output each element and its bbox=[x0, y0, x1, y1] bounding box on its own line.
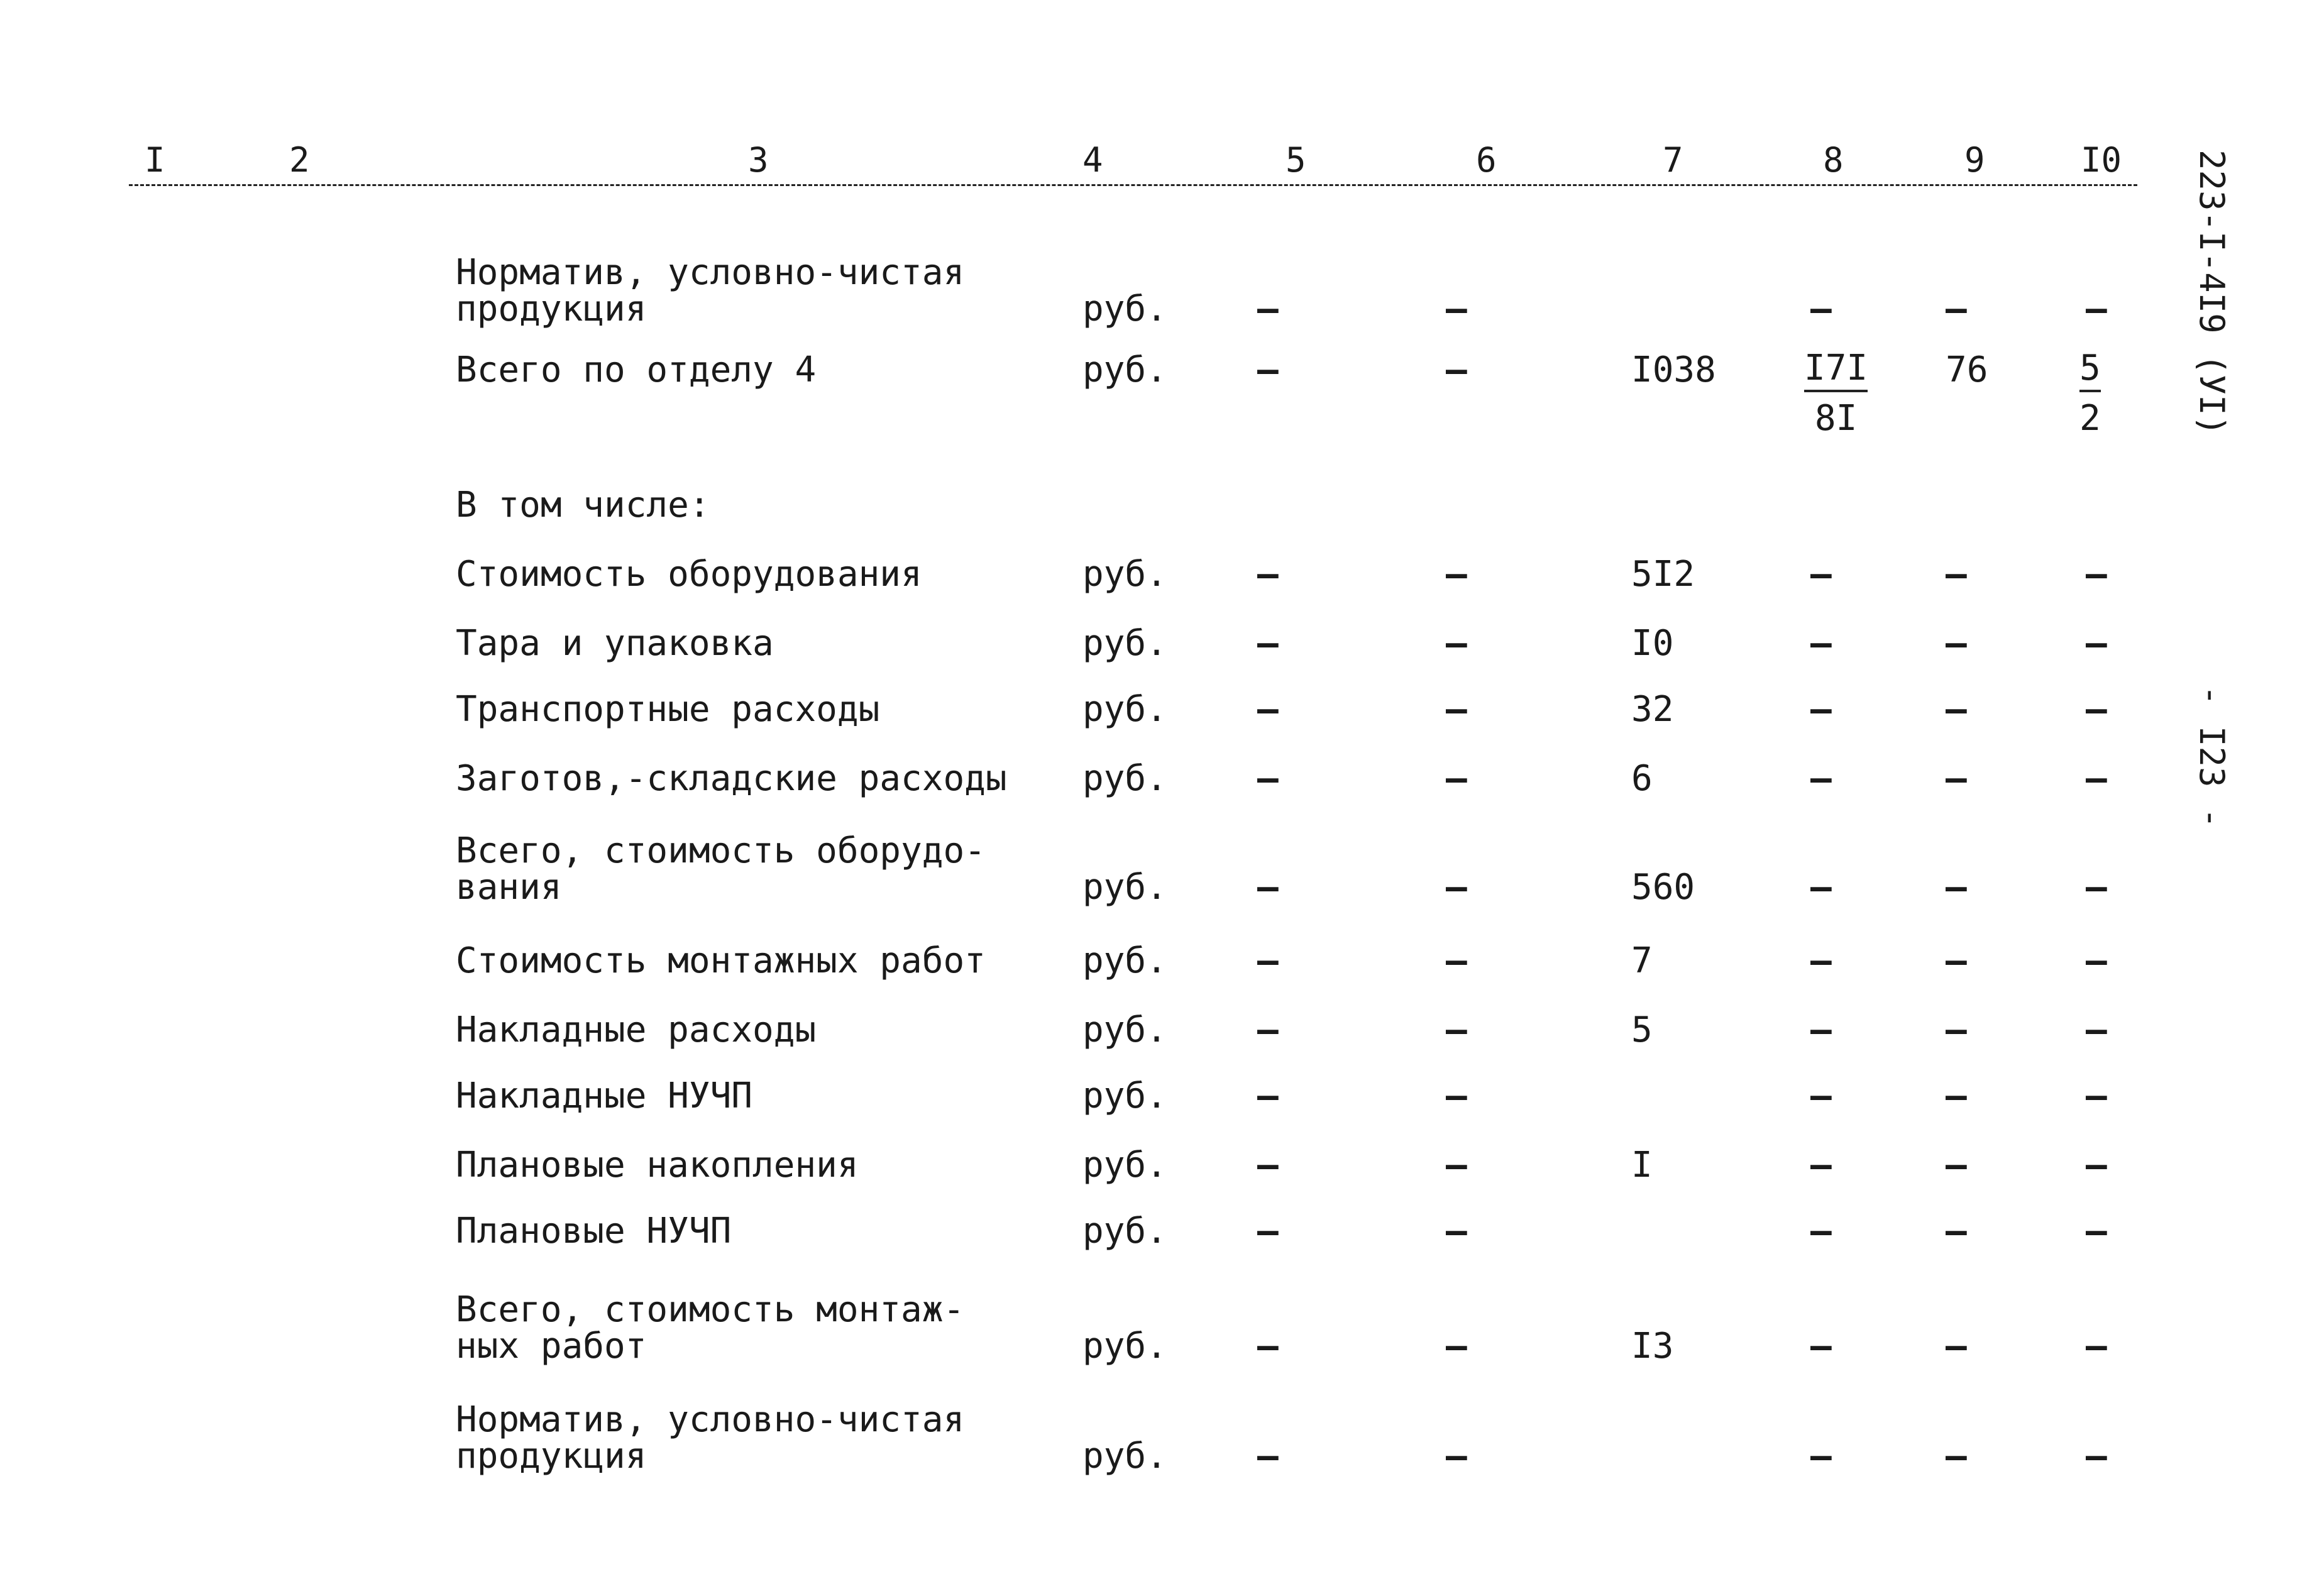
row-unit: руб. bbox=[1082, 1010, 1167, 1050]
cell-col-10: – bbox=[2086, 289, 2107, 329]
cell-col-5: – bbox=[1257, 940, 1279, 981]
fraction-numerator: I7I bbox=[1804, 351, 1868, 392]
row-name-line: продукция bbox=[456, 289, 647, 329]
cell-col-8: – bbox=[1810, 1326, 1832, 1367]
cell-col-8: – bbox=[1810, 1436, 1832, 1477]
cell-col-9: – bbox=[1946, 1326, 1967, 1367]
margin-page-number bbox=[2188, 685, 2276, 842]
cell-col-10: – bbox=[2086, 689, 2107, 730]
row-name-line: В том числе: bbox=[456, 485, 710, 526]
column-header-10: I0 bbox=[2081, 140, 2122, 180]
cell-col-9: – bbox=[1946, 1436, 1967, 1477]
cell-col-7: 5I2 bbox=[1631, 554, 1695, 595]
cell-col-5: – bbox=[1257, 1211, 1279, 1252]
cell-col-6: – bbox=[1446, 1326, 1467, 1367]
cell-col-10: – bbox=[2086, 940, 2107, 981]
cell-col-5: – bbox=[1257, 349, 1279, 390]
row-name bbox=[456, 1078, 752, 1114]
cell-col-10: – bbox=[2086, 1436, 2107, 1477]
cell-col-7: I0 bbox=[1631, 623, 1674, 664]
row-name-line: Накладные расходы bbox=[456, 1010, 817, 1050]
cell-col-8: – bbox=[1810, 1211, 1832, 1252]
cell-col-5: – bbox=[1257, 867, 1279, 908]
cell-col-10: – bbox=[2086, 554, 2107, 595]
document-code-text: 223-I-4I9 (УI) bbox=[2192, 150, 2232, 436]
cell-col-5: – bbox=[1257, 623, 1279, 664]
cell-col-9: 76 bbox=[1946, 349, 1988, 390]
cell-col-9: – bbox=[1946, 1145, 1967, 1186]
row-name bbox=[456, 1213, 731, 1250]
cell-col-10: – bbox=[2086, 1326, 2107, 1367]
cell-col-5: – bbox=[1257, 1145, 1279, 1186]
cell-col-9: – bbox=[1946, 289, 1967, 329]
row-name-line: Всего, стоимость оборудо- bbox=[456, 830, 986, 871]
cell-col-8: – bbox=[1810, 867, 1832, 908]
cell-col-7: 7 bbox=[1631, 940, 1653, 981]
row-name-line: Стоимость оборудования bbox=[456, 554, 922, 595]
row-unit: руб. bbox=[1082, 623, 1167, 664]
row-name bbox=[456, 1012, 816, 1048]
row-name bbox=[456, 691, 879, 728]
column-header-8: 8 bbox=[1823, 140, 1844, 180]
row-unit: руб. bbox=[1082, 349, 1167, 390]
cell-col-9: – bbox=[1946, 758, 1967, 799]
column-header-9: 9 bbox=[1964, 140, 1985, 180]
cell-col-8: – bbox=[1810, 1076, 1832, 1116]
row-unit: руб. bbox=[1082, 1211, 1167, 1252]
row-name-line: Стоимость монтажных работ bbox=[456, 940, 986, 981]
cell-col-10: – bbox=[2086, 1145, 2107, 1186]
cell-col-5: – bbox=[1257, 758, 1279, 799]
row-unit: руб. bbox=[1082, 1076, 1167, 1116]
row-name bbox=[456, 1147, 859, 1184]
cell-col-6: – bbox=[1446, 1076, 1467, 1116]
cell-col-5: – bbox=[1257, 689, 1279, 730]
row-name-line: Норматив, условно-чистая bbox=[456, 1399, 965, 1440]
cell-col-8: – bbox=[1810, 758, 1832, 799]
cell-col-10: – bbox=[2086, 867, 2107, 908]
fraction-denominator: 2 bbox=[2079, 398, 2101, 439]
row-name bbox=[456, 252, 965, 329]
cell-col-10: – bbox=[2086, 1076, 2107, 1116]
cell-col-6: – bbox=[1446, 1145, 1467, 1186]
cell-col-9: – bbox=[1946, 1211, 1967, 1252]
column-header-4: 4 bbox=[1082, 140, 1103, 180]
row-name-line: Норматив, условно-чистая bbox=[456, 252, 965, 293]
row-name-line: Накладные НУЧП bbox=[456, 1076, 753, 1116]
cell-col-6: – bbox=[1446, 349, 1467, 390]
cell-col-7: 560 bbox=[1631, 867, 1695, 908]
cell-col-9: – bbox=[1946, 1076, 1967, 1116]
row-name bbox=[456, 940, 986, 981]
fraction-col-10 bbox=[2079, 348, 2101, 439]
row-name-line: Транспортные расходы bbox=[456, 689, 880, 730]
cell-col-6: – bbox=[1446, 689, 1467, 730]
page-number-text: - I23 - bbox=[2192, 685, 2232, 828]
row-name bbox=[456, 487, 710, 524]
column-header-6: 6 bbox=[1476, 140, 1497, 180]
cell-col-10: – bbox=[2086, 1010, 2107, 1050]
cell-col-7: 6 bbox=[1631, 758, 1653, 799]
cell-col-5: – bbox=[1257, 289, 1279, 329]
cell-col-7: 32 bbox=[1631, 689, 1674, 730]
column-header-2: 2 bbox=[289, 140, 310, 180]
cell-col-8: – bbox=[1810, 623, 1832, 664]
row-unit: руб. bbox=[1082, 1436, 1167, 1477]
row-name-line: Плановые НУЧП bbox=[456, 1211, 732, 1252]
fraction-col-8 bbox=[1804, 348, 1868, 439]
cell-col-7: I038 bbox=[1631, 349, 1716, 390]
cell-col-7: I bbox=[1631, 1145, 1653, 1186]
cell-col-6: – bbox=[1446, 867, 1467, 908]
column-header-1: I bbox=[145, 140, 165, 180]
row-name-line: Всего, стоимость монтаж- bbox=[456, 1289, 965, 1330]
cell-col-10: – bbox=[2086, 1211, 2107, 1252]
fraction-numerator: 5 bbox=[2079, 351, 2101, 392]
row-name bbox=[456, 625, 774, 662]
row-name-line: продукция bbox=[456, 1436, 647, 1477]
cell-col-9: – bbox=[1946, 867, 1967, 908]
row-unit: руб. bbox=[1082, 940, 1167, 981]
cell-col-5: – bbox=[1257, 1326, 1279, 1367]
cell-col-8: – bbox=[1810, 554, 1832, 595]
cell-col-8: – bbox=[1810, 940, 1832, 981]
cell-col-5: – bbox=[1257, 554, 1279, 595]
header-rule bbox=[129, 184, 2137, 186]
row-name bbox=[456, 556, 922, 593]
cell-col-5: – bbox=[1257, 1436, 1279, 1477]
cell-col-9: – bbox=[1946, 940, 1967, 981]
column-header-5: 5 bbox=[1286, 140, 1306, 180]
cell-col-6: – bbox=[1446, 554, 1467, 595]
column-header-7: 7 bbox=[1663, 140, 1683, 180]
cell-col-10: – bbox=[2086, 623, 2107, 664]
row-unit: руб. bbox=[1082, 1145, 1167, 1186]
row-unit: руб. bbox=[1082, 867, 1167, 908]
row-name bbox=[456, 1289, 965, 1367]
fraction-denominator: 8I bbox=[1814, 398, 1858, 439]
row-unit: руб. bbox=[1082, 689, 1167, 730]
cell-col-8: – bbox=[1810, 289, 1832, 329]
row-unit: руб. bbox=[1082, 758, 1167, 799]
cell-col-6: – bbox=[1446, 940, 1467, 981]
row-name-line: Заготов,-складские расходы bbox=[456, 758, 1007, 799]
cell-col-5: – bbox=[1257, 1076, 1279, 1116]
cell-col-6: – bbox=[1446, 623, 1467, 664]
cell-col-8: – bbox=[1810, 1145, 1832, 1186]
cell-col-8: – bbox=[1810, 1010, 1832, 1050]
row-name-line: Плановые накопления bbox=[456, 1145, 859, 1186]
cell-col-6: – bbox=[1446, 289, 1467, 329]
cell-col-10: – bbox=[2086, 758, 2107, 799]
row-name bbox=[456, 830, 986, 908]
cell-col-5: – bbox=[1257, 1010, 1279, 1050]
cell-col-6: – bbox=[1446, 1436, 1467, 1477]
cell-col-9: – bbox=[1946, 1010, 1967, 1050]
row-unit: руб. bbox=[1082, 554, 1167, 595]
cell-col-7: 5 bbox=[1631, 1010, 1653, 1050]
row-name bbox=[456, 758, 1007, 799]
cell-col-6: – bbox=[1446, 1010, 1467, 1050]
column-header-3: 3 bbox=[748, 140, 769, 180]
margin-document-code bbox=[2188, 150, 2276, 464]
row-name bbox=[456, 1399, 965, 1477]
row-name-line: Тара и упаковка bbox=[456, 623, 774, 664]
row-unit: руб. bbox=[1082, 289, 1167, 329]
row-unit: руб. bbox=[1082, 1326, 1167, 1367]
row-name-line: вания bbox=[456, 867, 562, 908]
cell-col-9: – bbox=[1946, 554, 1967, 595]
cell-col-9: – bbox=[1946, 623, 1967, 664]
row-name-line: Всего по отделу 4 bbox=[456, 349, 817, 390]
row-name-line: ных работ bbox=[456, 1326, 647, 1367]
cell-col-7: I3 bbox=[1631, 1326, 1674, 1367]
row-name bbox=[456, 349, 817, 390]
cell-col-6: – bbox=[1446, 1211, 1467, 1252]
cell-col-6: – bbox=[1446, 758, 1467, 799]
cell-col-8: – bbox=[1810, 689, 1832, 730]
cell-col-9: – bbox=[1946, 689, 1967, 730]
